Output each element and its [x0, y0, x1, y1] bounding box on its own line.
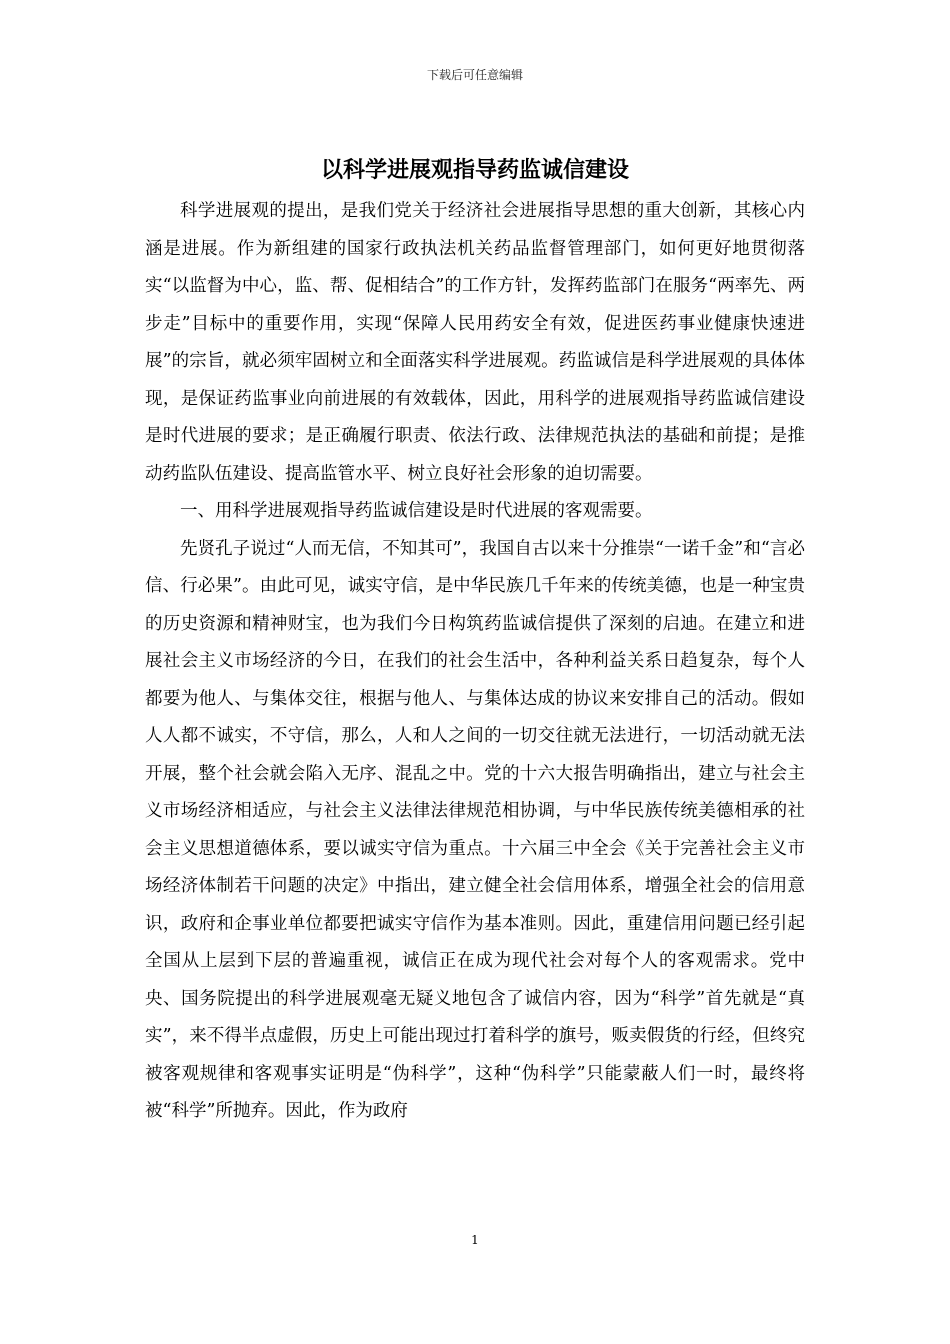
paragraph-intro: 科学进展观的提出，是我们党关于经济社会进展指导思想的重大创新，其核心内涵是进展。作为新组建的国家行政执法机关药品监督管理部门，如何更好地贯彻落实“以监督为中心，监、帮、促相结合”的工作方针，发挥药监部门在服务“两率先、两步走”目标中的重要作用，实现“保障人民用药安全有效，促进医药事业健康快速进展”的宗旨，就必须牢固树立和全面落实科学进展观。药监诚信是科学进展观的具体体现，是保证药监事业向前进展的有效载体，因此，用科学的进展观指导药监诚信建设是时代进展的要求；是正确履行职责、依法行政、法律规范执法的基础和前提；是推动药监队伍建设、提高监管水平、树立良好社会形象的迫切需要。 [145, 201, 805, 484]
document-title: 以科学进展观指导药监诚信建设 [320, 157, 629, 183]
section-heading-1: 一、用科学进展观指导药监诚信建设是时代进展的客观需要。 [180, 501, 653, 521]
page-header: 下载后可任意编辑 [426, 68, 523, 82]
page-number: 1 [471, 1233, 479, 1247]
paragraph-section-1: 先贤孔子说过“人而无信，不知其可”，我国自古以来十分推崇“一诺千金”和“言必信、行必果”。由此可见，诚实守信，是中华民族几千年来的传统美德，也是一种宝贵的历史资源和精神财宝，也为我们今日构筑药监诚信提供了深刻的启迪。在建立和进展社会主义市场经济的今日，在我们的社会生活中，各种利益关系日趋复杂，每个人都要为他人、与集体交往，根据与他人、与集体达成的协议来安排自己的活动。假如人人都不诚实，不守信，那么，人和人之间的一切交往就无法进行，一切活动就无法开展，整个社会就会陷入无序、混乱之中。党的十六大报告明确指出，建立与社会主义市场经济相适应，与社会主义法律法律规范相协调，与中华民族传统美德相承的社会主义思想道德体系，要以诚实守信为重点。十六届三中全会《关于完善社会主义市场经济体制若干问题的决定》中指出，建立健全社会信用体系，增强全社会的信用意识，政府和企事业单位都要把诚实守信作为基本准则。因此，重建信用问题已经引起全国从上层到下层的普遍重视，诚信正在成为现代社会对每个人的客观需求。党中央、国务院提出的科学进展观毫无疑义地包含了诚信内容，因为“科学”首先就是“真实”，来不得半点虚假，历史上可能出现过打着科学的旗号，贩卖假货的行经，但终究被客观规律和客观事实证明是“伪科学”，这种“伪科学”只能蒙蔽人们一时，最终将被“科学”所抛弃。因此，作为政府 [145, 538, 805, 1121]
document-body [145, 193, 805, 1131]
